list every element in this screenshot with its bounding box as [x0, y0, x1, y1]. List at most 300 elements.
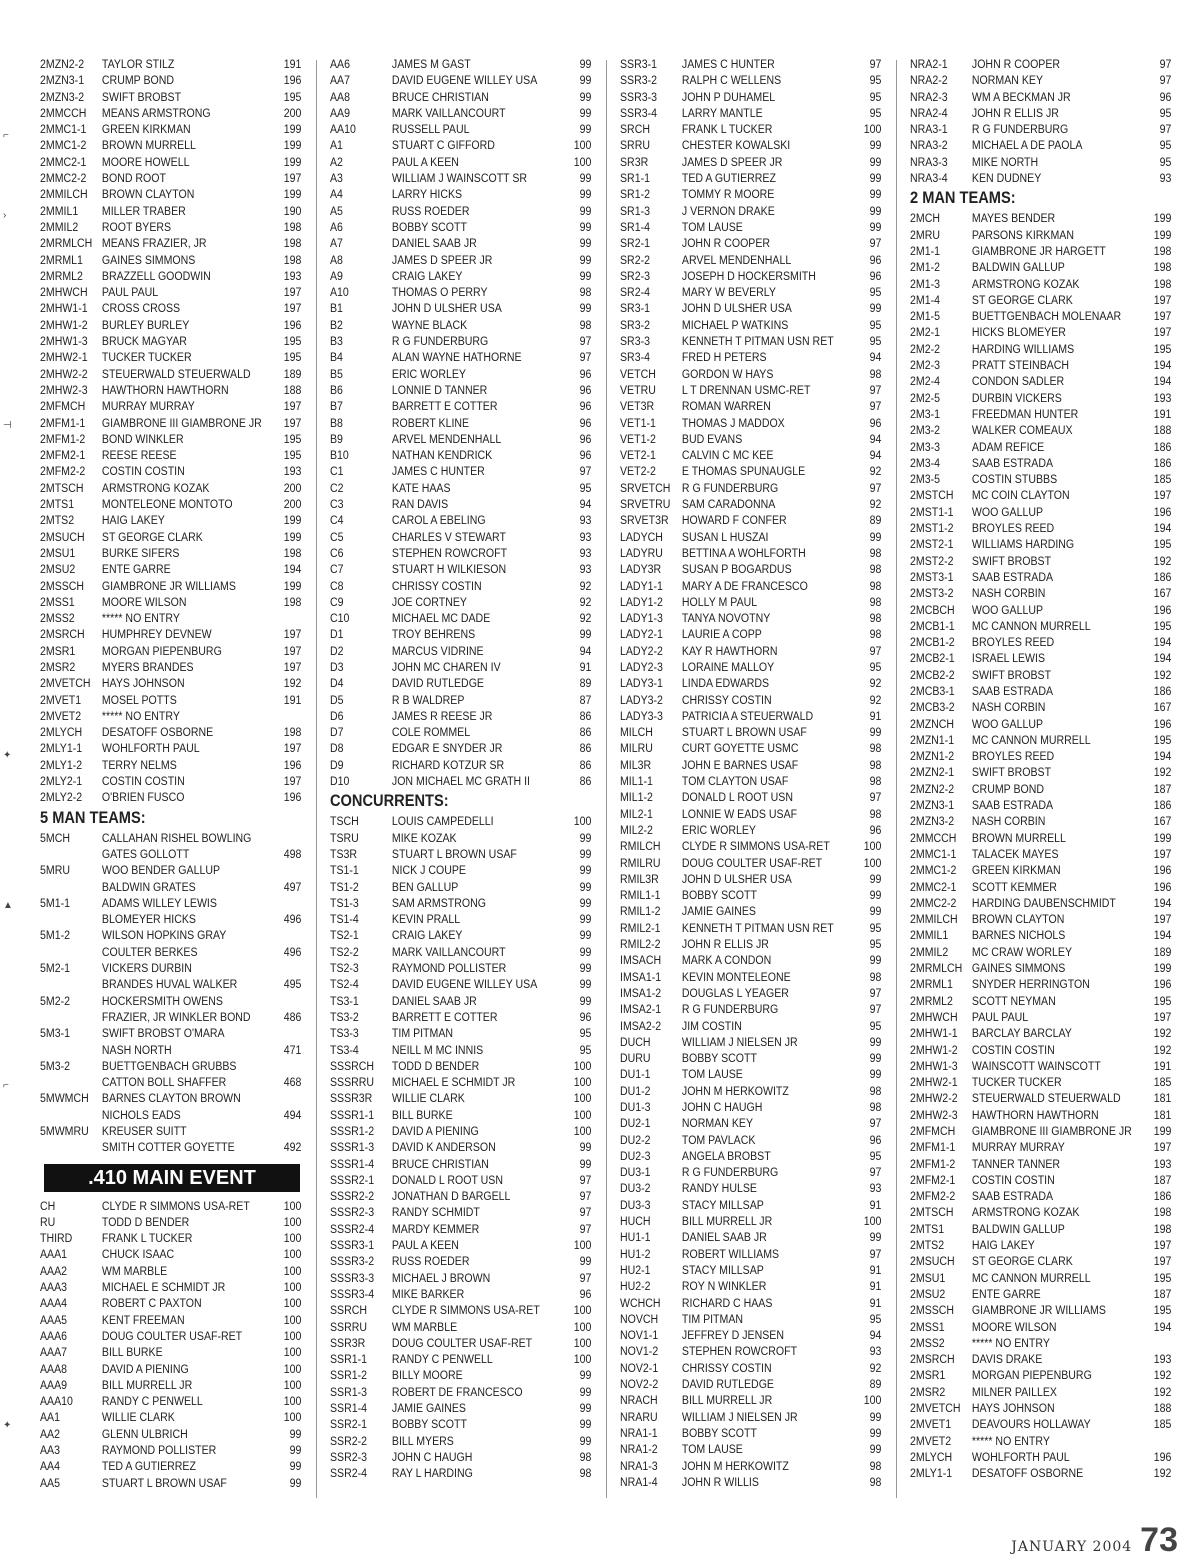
result-score: 97: [869, 790, 882, 805]
result-code: 5MCH: [40, 830, 70, 845]
result-code: 2MHWCH: [910, 1009, 958, 1024]
result-code: MILRU: [620, 741, 653, 756]
result-row: [620, 89, 881, 105]
result-name: MOORE WILSON: [101, 594, 187, 609]
result-row: [330, 1237, 591, 1253]
result-code: TS3R: [330, 846, 358, 861]
result-score: 97: [869, 236, 882, 251]
result-row: [330, 529, 591, 545]
result-code: SSR3-3: [620, 89, 658, 104]
result-code: 2MFM1-2: [40, 431, 86, 446]
result-score: 196: [1153, 504, 1172, 519]
result-score: 99: [869, 1034, 882, 1049]
result-code: MIL3R: [620, 757, 652, 772]
result-row: [330, 1188, 591, 1204]
result-row: [330, 610, 591, 626]
result-row: [910, 520, 1171, 536]
result-score: 99: [579, 1384, 592, 1399]
result-code: SR1-3: [620, 203, 650, 218]
result-code: TS1-1: [330, 863, 359, 878]
result-name: RANDY C PENWELL: [101, 1394, 203, 1409]
result-code: SR3R: [620, 154, 649, 169]
result-row: [330, 463, 591, 479]
result-code: 2MLY1-1: [910, 1466, 953, 1481]
result-row: [620, 887, 881, 903]
result-name: DAVID RUTLEDGE: [681, 1377, 774, 1392]
result-score: 197: [283, 285, 302, 300]
result-score: 100: [283, 1345, 302, 1360]
result-code: IMSACH: [620, 953, 662, 968]
result-row: [620, 1148, 881, 1164]
result-row: [620, 1180, 881, 1196]
result-score: 200: [283, 480, 302, 495]
result-code: IMSA2-1: [620, 1002, 662, 1017]
result-row: [330, 862, 591, 878]
result-row: [330, 757, 591, 773]
result-row: [40, 203, 301, 219]
result-row: [910, 227, 1171, 243]
result-name: PATRICIA A STEUERWALD: [681, 708, 814, 723]
result-row: [40, 1426, 301, 1442]
result-code: MILCH: [620, 725, 653, 740]
result-score: 187: [1153, 1172, 1172, 1187]
column-divider: [606, 60, 607, 1498]
result-score: 100: [573, 814, 592, 829]
result-score: 100: [283, 1394, 302, 1409]
result-row: [330, 1449, 591, 1465]
result-name: BILL BURKE: [391, 1107, 453, 1122]
result-score: 96: [579, 1009, 592, 1024]
result-score: 185: [1153, 1417, 1172, 1432]
result-score: 99: [869, 904, 882, 919]
result-code: 2MMC2-2: [910, 895, 957, 910]
result-score: 96: [579, 382, 592, 397]
result-score: 86: [579, 708, 592, 723]
result-score: 92: [869, 464, 882, 479]
result-score: 192: [1153, 1384, 1172, 1399]
result-name: JOHN D ULSHER USA: [681, 301, 792, 316]
result-code: A7: [330, 236, 343, 251]
result-code: B4: [330, 350, 343, 365]
section-heading: CONCURRENTS:: [330, 791, 449, 811]
result-name: JEFFREY D JENSEN: [681, 1328, 784, 1343]
result-code: VET2-2: [620, 464, 656, 479]
result-score: 91: [869, 1197, 882, 1212]
result-code: SSSR3-3: [330, 1270, 375, 1285]
result-score: 98: [869, 1100, 882, 1114]
result-score: 199: [283, 122, 302, 137]
result-name: HARDING WILLIAMS: [971, 341, 1075, 356]
result-name: MICHAEL MC DADE: [391, 611, 491, 626]
result-score: 197: [1153, 1238, 1172, 1253]
result-row: [620, 447, 881, 463]
result-row: [40, 382, 301, 398]
result-score: 98: [869, 594, 882, 609]
result-code: SRVETRU: [620, 497, 671, 512]
result-name: BURLEY BURLEY: [101, 317, 190, 332]
result-row: [330, 219, 591, 235]
result-code: RMIL2-2: [620, 937, 661, 952]
result-code: AAA2: [40, 1263, 68, 1278]
result-row: [620, 1327, 881, 1343]
result-name: BROWN CLAYTON: [101, 187, 195, 202]
result-code: 2MVETCH: [910, 1401, 961, 1416]
result-name: MILNER PAILLEX: [971, 1384, 1057, 1399]
result-code: 2MST3-1: [910, 569, 954, 584]
result-score: 93: [579, 529, 592, 544]
result-name: GREEN KIRKMAN: [971, 863, 1061, 878]
result-score: 92: [869, 676, 882, 691]
result-code: 2MCB1-2: [910, 635, 955, 650]
result-row: [40, 512, 301, 528]
result-score: 97: [869, 1002, 882, 1017]
result-score: 99: [579, 1417, 592, 1432]
result-code: LADY3-1: [620, 676, 663, 691]
result-row: [40, 1230, 301, 1246]
result-name: ROY N WINKLER: [681, 1279, 767, 1294]
result-score: 100: [863, 839, 882, 854]
result-row: [40, 1246, 301, 1262]
result-score: 93: [1159, 171, 1172, 186]
result-row: [330, 773, 591, 789]
result-code: VET1-1: [620, 415, 656, 430]
result-row: [40, 610, 301, 626]
result-code: AA2: [40, 1426, 60, 1441]
result-code: DUCH: [620, 1034, 651, 1049]
result-score: 95: [1159, 154, 1172, 169]
result-score: 93: [869, 1181, 882, 1196]
result-code: 2MZN2-2: [910, 781, 955, 796]
result-row: [330, 284, 591, 300]
result-score: 99: [869, 725, 882, 740]
result-score: 95: [869, 73, 882, 88]
result-score: 92: [869, 1360, 882, 1375]
result-score: 100: [283, 1263, 302, 1278]
result-name: PAUL PAUL: [971, 1009, 1029, 1024]
result-score: 197: [1153, 1009, 1172, 1024]
margin-tick: ▲: [3, 900, 13, 911]
result-code: 2MFM1-1: [40, 415, 86, 430]
result-name: MIKE BARKER: [391, 1286, 465, 1301]
result-score: 199: [1153, 830, 1172, 845]
result-name: JONATHAN D BARGELL: [391, 1189, 511, 1204]
result-name: STEPHEN ROWCROFT: [391, 545, 508, 560]
result-code: 2M1-3: [910, 276, 940, 291]
result-row: [910, 1465, 1171, 1481]
result-score: 192: [1153, 1026, 1172, 1041]
result-name: TOM LAUSE: [681, 1442, 743, 1457]
result-row: [40, 1042, 301, 1058]
result-code: 2MRML1: [910, 977, 953, 992]
result-name: NICK J COUPE: [391, 863, 466, 878]
result-score: 198: [283, 594, 302, 609]
result-row: [620, 1474, 881, 1490]
result-name: BOND WINKLER: [101, 431, 184, 446]
result-score: 198: [1153, 1205, 1172, 1220]
result-code: 2MHW2-2: [910, 1091, 958, 1106]
result-name: BROYLES REED: [971, 521, 1055, 536]
result-name: VICKERS DURBIN: [101, 961, 192, 976]
result-row: [40, 170, 301, 186]
result-name: SWIFT BROBST: [971, 765, 1052, 780]
result-code: AAA8: [40, 1361, 68, 1376]
result-score: 194: [1153, 521, 1172, 536]
result-name: JOHN R ELLIS JR: [681, 937, 769, 952]
result-code: AA10: [330, 122, 356, 137]
result-score: 99: [579, 1433, 592, 1448]
result-name: E THOMAS SPUNAUGLE: [681, 464, 806, 479]
page-number: 73: [1140, 1521, 1178, 1559]
result-name: BOND ROOT: [101, 171, 166, 186]
result-name: RANDY SCHMIDT: [391, 1205, 480, 1220]
result-name: TOM LAUSE: [681, 1067, 743, 1082]
result-code: 2MMC2-2: [40, 171, 87, 186]
result-score: 98: [869, 1474, 882, 1489]
result-score: 100: [283, 1312, 302, 1327]
result-name: BILL BURKE: [101, 1345, 163, 1360]
result-row: [910, 1090, 1171, 1106]
result-score: 194: [283, 562, 302, 577]
result-name: HARDING DAUBENSCHMIDT: [971, 895, 1116, 910]
result-code: AA9: [330, 105, 350, 120]
result-row: [40, 1361, 301, 1377]
result-score: 86: [579, 757, 592, 772]
result-row: [40, 463, 301, 479]
result-row: [40, 431, 301, 447]
result-code: 2MSUCH: [910, 1254, 955, 1269]
result-code: C7: [330, 562, 344, 577]
result-name: ARMSTRONG KOZAK: [971, 1205, 1080, 1220]
result-name: KENNETH T PITMAN USN RET: [681, 334, 834, 349]
result-score: 191: [283, 692, 302, 707]
result-score: 96: [579, 1286, 592, 1301]
result-row: [330, 708, 591, 724]
result-score: 99: [579, 73, 592, 88]
result-row: [330, 993, 591, 1009]
result-name: NORMAN KEY: [681, 1116, 754, 1131]
result-code: SSSRCH: [330, 1058, 375, 1073]
result-code: LADY1-1: [620, 578, 663, 593]
result-name: RANDY HULSE: [681, 1181, 757, 1196]
result-score: 199: [283, 138, 302, 153]
result-name: ST GEORGE CLARK: [971, 292, 1073, 307]
result-name: FRAZIER, JR WINKLER BOND: [101, 1009, 251, 1024]
result-score: 99: [579, 879, 592, 894]
result-name: CONDON SADLER: [971, 374, 1065, 389]
result-name: CATTON BOLL SHAFFER: [101, 1075, 227, 1090]
result-score: 496: [283, 912, 302, 927]
result-code: 2MTS2: [40, 513, 75, 528]
result-name: CHRISSY COSTIN: [681, 1360, 772, 1375]
result-score: 197: [1153, 325, 1172, 340]
result-row: [40, 333, 301, 349]
result-name: PAUL A KEEN: [391, 154, 459, 169]
result-score: 96: [869, 268, 882, 283]
result-name: MC CANNON MURRELL: [971, 618, 1091, 633]
result-row: [620, 284, 881, 300]
result-score: 95: [869, 1018, 882, 1033]
result-row: [330, 1204, 591, 1220]
result-name: MICHAEL P WATKINS: [681, 317, 789, 332]
result-score: 97: [1159, 57, 1172, 71]
result-row: [40, 1198, 301, 1214]
result-code: LADY1-2: [620, 594, 663, 609]
result-score: 190: [283, 203, 302, 218]
result-code: D8: [330, 741, 344, 756]
result-score: 98: [869, 545, 882, 560]
result-name: MARK VAILLANCOURT: [391, 105, 506, 120]
result-name: COSTIN STUBBS: [971, 472, 1058, 487]
result-code: SSSR1-4: [330, 1156, 375, 1171]
result-name: TERRY NELMS: [101, 757, 177, 772]
result-name: DAVID K ANDERSON: [391, 1140, 496, 1155]
result-code: RMIL1-1: [620, 888, 661, 903]
result-code: SSR3-2: [620, 73, 658, 88]
result-score: 96: [579, 366, 592, 381]
result-name: CALVIN C MC KEE: [681, 448, 774, 463]
result-name: DOUG COULTER USAF-RET: [681, 855, 823, 870]
result-code: NRA2-3: [910, 89, 948, 104]
result-name: STEUERWALD STEUERWALD: [971, 1091, 1121, 1106]
result-name: JOHN D ULSHER USA: [681, 871, 792, 886]
result-name: RUSS ROEDER: [391, 203, 470, 218]
result-name: BRUCE CHRISTIAN: [391, 1156, 489, 1171]
result-score: 100: [573, 138, 592, 153]
result-code: B3: [330, 334, 343, 349]
result-row: [910, 1416, 1171, 1432]
result-name: ***** NO ENTRY: [971, 1433, 1050, 1448]
result-name: SWIFT BROBST: [971, 553, 1052, 568]
result-name: COLE ROMMEL: [391, 725, 471, 740]
result-row: [330, 545, 591, 561]
result-code: 2MSS1: [910, 1319, 945, 1334]
result-code: 2M2-1: [910, 325, 940, 340]
result-code: 5MRU: [40, 863, 70, 878]
result-score: 192: [1153, 1466, 1172, 1481]
result-row: [910, 1188, 1171, 1204]
result-name: CHRISSY COSTIN: [391, 578, 482, 593]
result-name: BROWN CLAYTON: [971, 912, 1065, 927]
result-code: A1: [330, 138, 343, 153]
result-row: [330, 300, 591, 316]
result-name: FRANK L TUCKER: [101, 1231, 193, 1246]
result-row: [330, 1400, 591, 1416]
result-row: [620, 415, 881, 431]
result-code: 2MRML2: [910, 993, 953, 1008]
result-score: 92: [579, 578, 592, 593]
result-score: 181: [1153, 1107, 1172, 1122]
result-code: 2M2-2: [910, 341, 940, 356]
result-name: NASH CORBIN: [971, 814, 1046, 829]
result-name: MARDY KEMMER: [391, 1221, 480, 1236]
result-score: 99: [579, 830, 592, 845]
result-row: [910, 1367, 1171, 1383]
result-code: TS3-2: [330, 1009, 359, 1024]
result-code: D9: [330, 757, 344, 772]
result-row: [910, 1286, 1171, 1302]
result-score: 192: [1153, 553, 1172, 568]
result-row: [910, 976, 1171, 992]
result-code: 2MRML1: [40, 252, 83, 267]
result-name: MARK A CONDON: [681, 953, 772, 968]
result-code: TS2-2: [330, 944, 359, 959]
result-row: [40, 137, 301, 153]
result-code: 2MVETCH: [40, 676, 91, 691]
result-row: [40, 862, 301, 878]
result-code: D1: [330, 627, 344, 642]
result-score: 99: [289, 1459, 302, 1474]
result-code: 2MHW1-3: [910, 1058, 958, 1073]
result-score: 197: [283, 659, 302, 674]
result-name: WILLIAM J NIELSEN JR: [681, 1409, 798, 1424]
result-row: [40, 1263, 301, 1279]
result-row: [330, 1367, 591, 1383]
result-row: [620, 121, 881, 137]
result-code: 2MSSCH: [910, 1303, 955, 1318]
result-row: [910, 748, 1171, 764]
result-code: B1: [330, 301, 343, 316]
result-row: [330, 1351, 591, 1367]
result-code: 2M3-1: [910, 406, 940, 421]
result-code: SSRRU: [330, 1319, 368, 1334]
result-score: 196: [1153, 977, 1172, 992]
result-code: C2: [330, 480, 344, 495]
result-name: TOMMY R MOORE: [681, 187, 775, 202]
result-name: CROSS CROSS: [101, 301, 181, 316]
result-name: SUSAN P BOGARDUS: [681, 562, 792, 577]
result-score: 197: [283, 171, 302, 186]
result-row: [620, 56, 881, 72]
result-code: VETRU: [620, 382, 656, 397]
result-score: 99: [869, 871, 882, 886]
result-row: [40, 72, 301, 88]
result-code: SSR2-1: [330, 1417, 368, 1432]
result-code: LADY3-3: [620, 708, 663, 723]
result-code: SSR2-3: [330, 1449, 368, 1464]
result-row: [40, 56, 301, 72]
result-row: [910, 927, 1171, 943]
result-name: RANDY C PENWELL: [391, 1352, 493, 1367]
result-row: [330, 561, 591, 577]
result-name: JOHN R ELLIS JR: [971, 105, 1059, 120]
result-row: [40, 121, 301, 137]
result-code: 5M3-2: [40, 1058, 70, 1073]
result-name: STUART L BROWN USAF: [681, 725, 807, 740]
result-name: PARSONS KIRKMAN: [971, 227, 1074, 242]
result-score: 98: [869, 741, 882, 756]
result-score: 196: [283, 790, 302, 805]
result-score: 99: [579, 268, 592, 283]
result-row: [620, 1392, 881, 1408]
result-code: 2MVET1: [40, 692, 82, 707]
result-code: TSCH: [330, 814, 359, 829]
result-name: JOHN M HERKOWITZ: [681, 1458, 789, 1473]
result-score: 98: [869, 969, 882, 984]
result-row: [910, 1400, 1171, 1416]
result-name: BETTINA A WOHLFORTH: [681, 545, 806, 560]
result-row: [330, 333, 591, 349]
result-row: [40, 252, 301, 268]
result-row: [620, 349, 881, 365]
result-name: DANIEL SAAB JR: [391, 993, 477, 1008]
result-row: [40, 154, 301, 170]
result-row: [620, 480, 881, 496]
result-name: MC CRAW WORLEY: [971, 944, 1073, 959]
result-row: [330, 1139, 591, 1155]
result-score: 96: [579, 415, 592, 430]
result-score: 198: [1153, 1221, 1172, 1236]
result-score: 100: [573, 1238, 592, 1253]
